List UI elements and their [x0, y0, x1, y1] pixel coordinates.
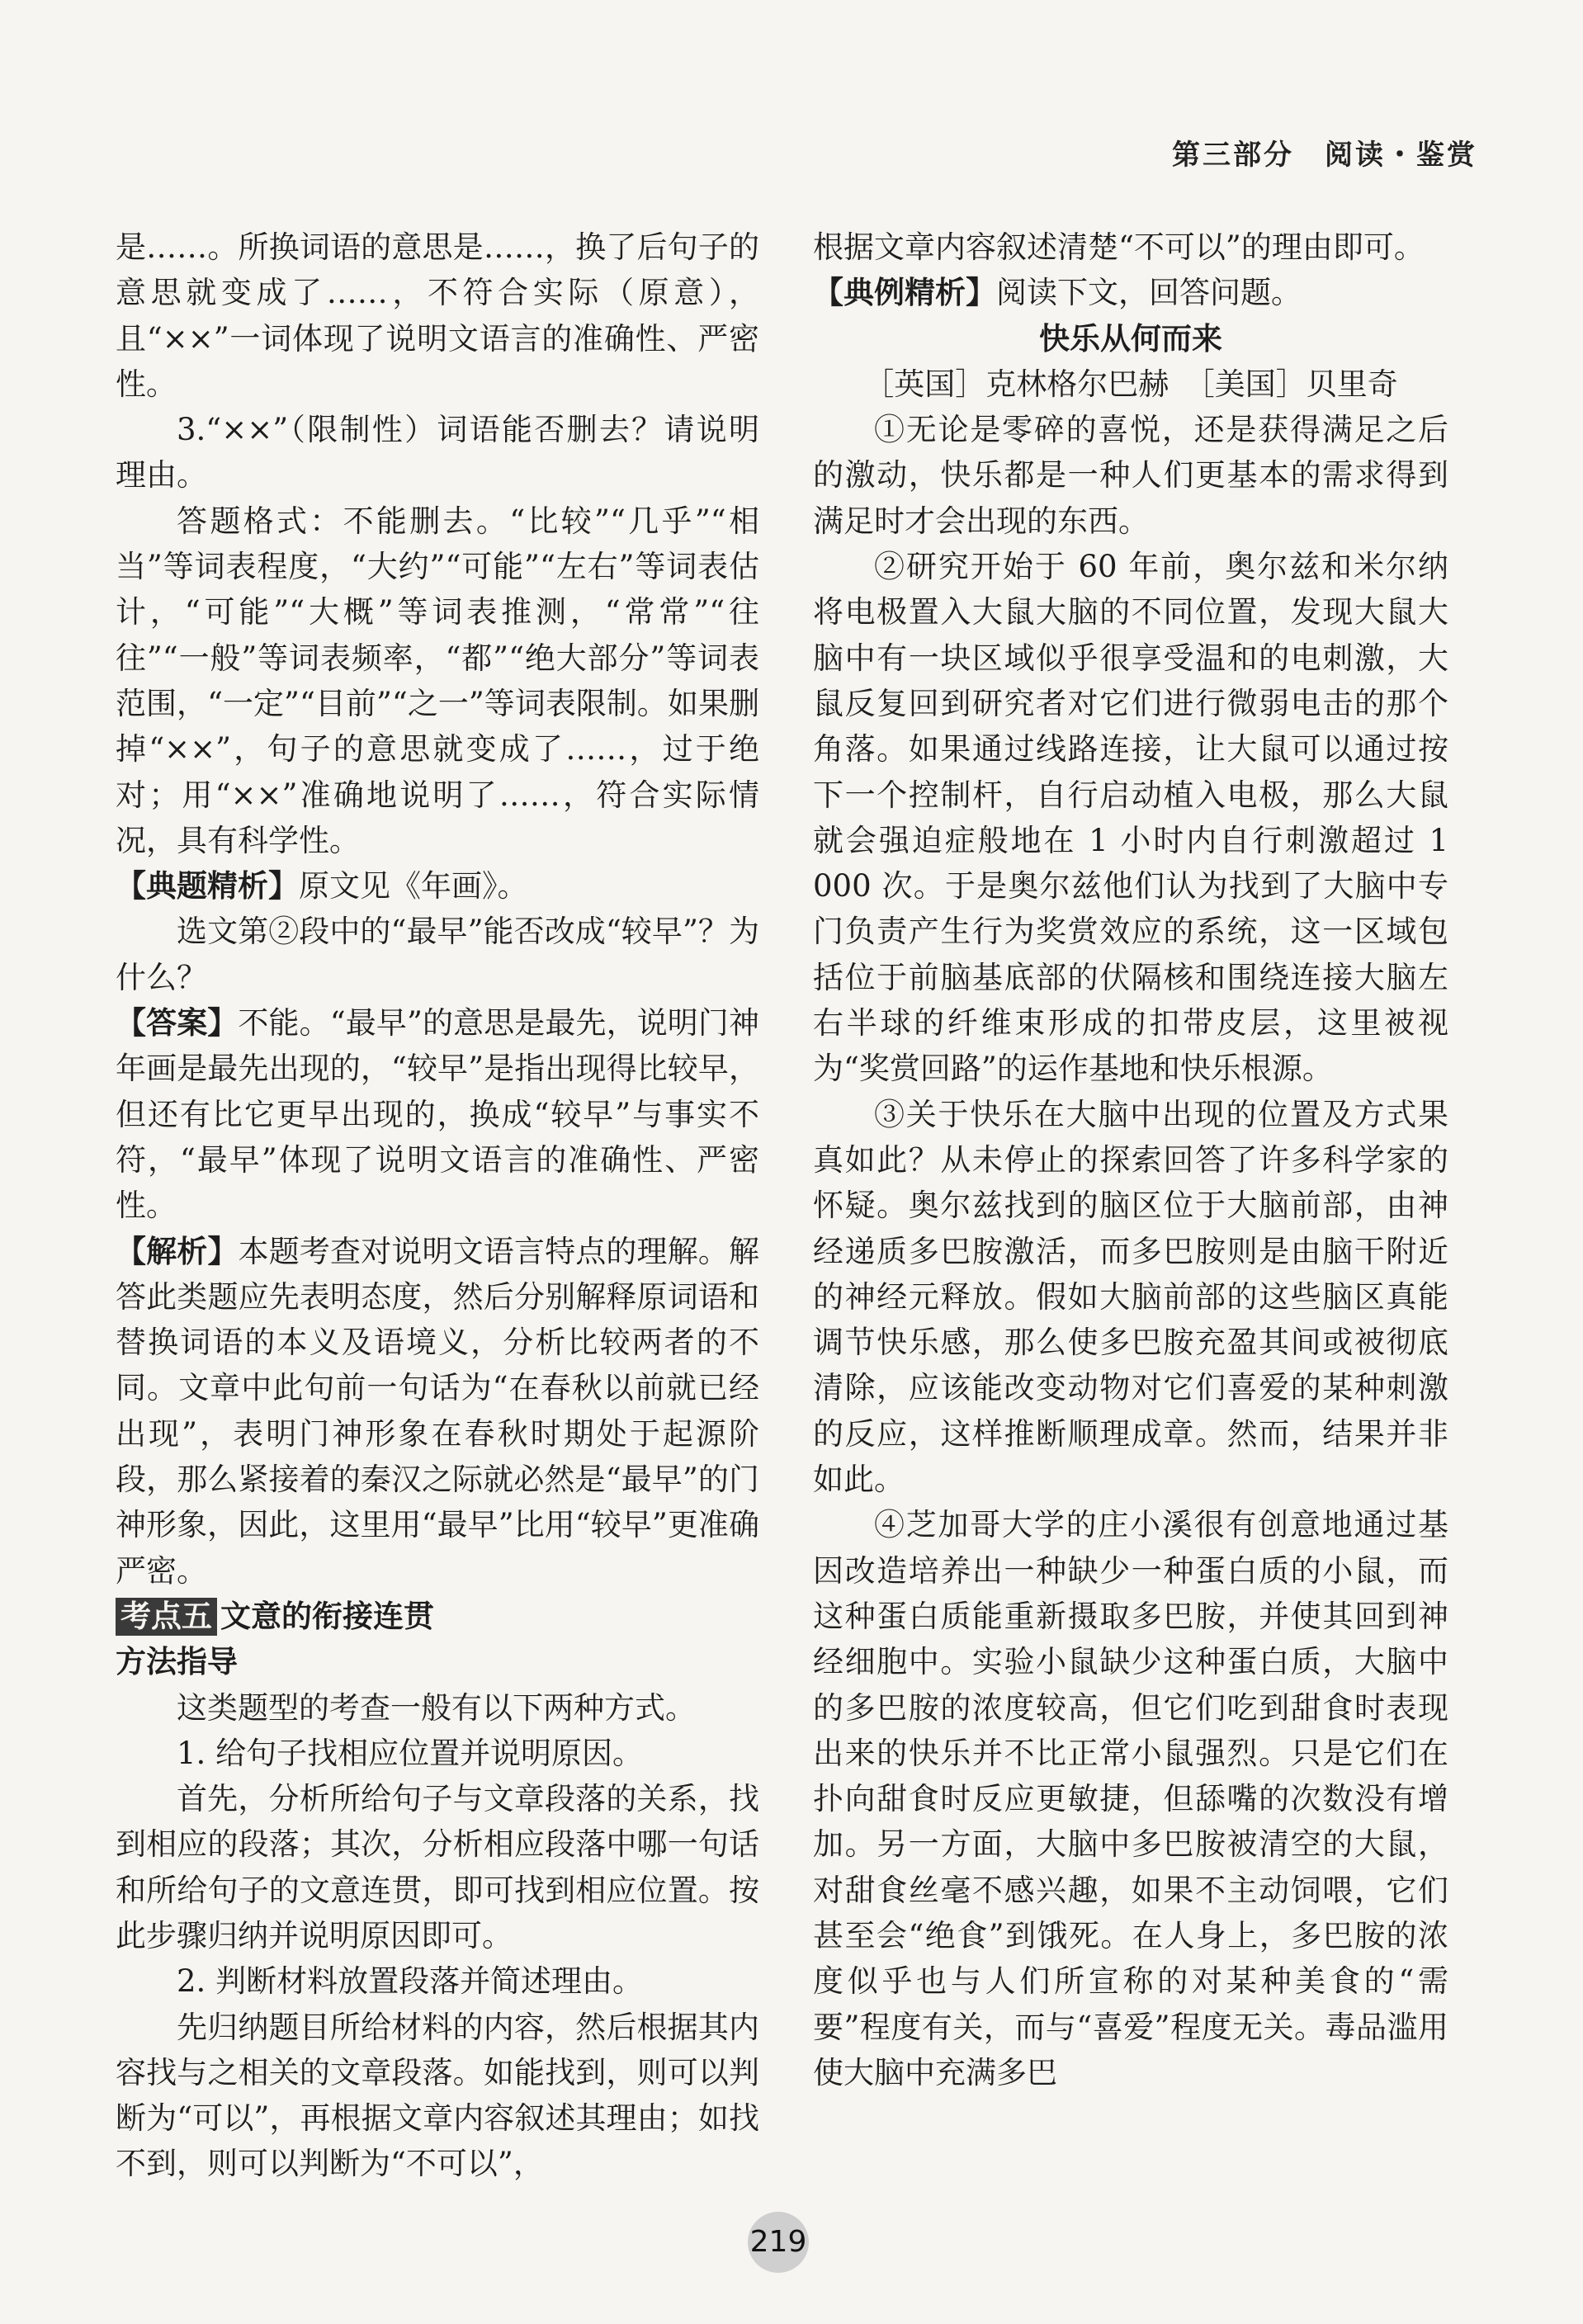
section-badge: 考点五: [116, 1598, 217, 1636]
article-paragraph: ③关于快乐在大脑中出现的位置及方式果真如此？从未停止的探索回答了许多科学家的怀疑。奥尔兹找到的脑区位于大脑前部，由神经递质多巴胺激活，而多巴胺则是由脑干附近的神经元释放。假如大脑前部的这些脑区真能调节快乐感，那么使多巴胺充盈其间或被彻底清除，应该能改变动物对它们喜爱的某种刺激的反应，这样推断顺理成章。然而，结果并非如此。: [813, 1096, 1448, 1498]
example-text: 阅读下文，回答问题。: [996, 275, 1302, 311]
example-tag: 【典例精析】: [813, 275, 996, 311]
question: 选文第②段中的“最早”能否改成“较早”？为什么？: [116, 914, 759, 995]
running-head: 第三部分 阅读・鉴赏: [1172, 139, 1477, 172]
article-paragraph: ④芝加哥大学的庄小溪很有创意地通过基因改造培养出一种缺少一种蛋白质的小鼠，而这种蛋白质能重新摄取多巴胺，并使其回到神经细胞中。实验小鼠缺少这种蛋白质，大脑中的多巴胺的浓度较高，但它们吃到甜食时表现出来的快乐并不比正常小鼠强烈。只是它们在扑向甜食时反应更敏捷，但舔嘴的次数没有增加。另一方面，大脑中多巴胺被清空的大鼠，对甜食丝毫不感兴趣，如果不主动饲喂，它们甚至会“绝食”到饿死。在人身上，多巴胺的浓度似乎也与人们所宣称的对某种美食的“需要”程度有关，而与“喜爱”程度无关。毒品滥用使大脑中充满多巴: [813, 1507, 1448, 2090]
paragraph: 这类题型的考查一般有以下两种方式。: [177, 1689, 696, 1726]
paragraph: 先归纳题目所给材料的内容，然后根据其内容找与之相关的文章段落。如能找到，则可以判断为“可以”，再根据文章内容叙述其理由；如找不到，则可以判断为“不可以”，: [116, 2009, 759, 2182]
right-column: [813, 224, 1448, 2095]
analysis: [116, 1229, 759, 1594]
section-heading: [116, 1594, 759, 1639]
article-title: 快乐从何而来: [1039, 320, 1222, 357]
example-text: 原文见《年画》。: [299, 868, 528, 905]
paragraph: 根据文章内容叙述清楚“不可以”的理由即可。: [813, 229, 1425, 265]
example-line: [813, 270, 1448, 315]
section-title: 文意的衔接连贯: [220, 1598, 434, 1634]
article-paragraph: ②研究开始于 60 年前，奥尔兹和米尔纳将电极置入大鼠大脑的不同位置，发现大鼠大脑中有一块区域似乎很享受温和的电刺激，大鼠反复回到研究者对它们进行微弱电击的那个角落。如果通过线路连接，让大鼠可以通过按下一个控制杆，自行启动植入电极，那么大鼠就会强迫症般地在 1 小时内自行刺激超过 1 000 次。于是奥尔兹他们认为找到了大脑中专门负责产生行为奖赏效应的系统，这一区域包括位于前脑基底部的伏隔核和围绕连接大脑左右半球的纤维束形成的扣带皮层，这里被视为“奖赏回路”的运作基地和快乐根源。: [813, 549, 1448, 1087]
article-paragraph: ①无论是零碎的喜悦，还是获得满足之后的激动，快乐都是一种人们更基本的需求得到满足时才会出现的东西。: [813, 412, 1448, 539]
question-heading: 3.“××”（限制性）词语能否删去？请说明理由。: [116, 412, 759, 494]
paragraph: 答题格式：不能删去。“比较”“几乎”“相当”等词表程度，“大约”“可能”“左右”等词表估计，“可能”“大概”等词表推测，“常常”“往往”“一般”等词表频率，“都”“绝大部分”等词表范围，“一定”“目前”“之一”等词表限制。如果删掉“××”，句子的意思就变成了……，过于绝对；用“××”准确地说明了……，符合实际情况，具有科学性。: [116, 503, 759, 858]
answer-tag: 【答案】: [116, 1005, 239, 1042]
example-line: [116, 863, 759, 909]
left-column: [116, 224, 759, 2187]
method-title: 方法指导: [116, 1644, 238, 1680]
answer-text: 不能。“最早”的意思是最先，说明门神年画是最先出现的，“较早”是指出现得比较早，但还有比它更早出现的，换成“较早”与事实不符，“最早”体现了说明文语言的准确性、严密性。: [116, 1005, 759, 1224]
example-tag: 【典题精析】: [116, 868, 299, 905]
list-item: 1. 给句子找相应位置并说明原因。: [177, 1735, 644, 1771]
article-authors: ［英国］克林格尔巴赫 ［美国］贝里奇: [863, 366, 1398, 402]
paragraph: 是……。所换词语的意思是……，换了后句子的意思就变成了……，不符合实际（原意），且“××”一词体现了说明文语言的准确性、严密性。: [116, 229, 759, 402]
analysis-text: 本题考查对说明文语言特点的理解。解答此类题应先表明态度，然后分别解释原词语和替换词语的本义及语境义，分析比较两者的不同。文章中此句前一句话为“在春秋以前就已经出现”，表明门神形象在春秋时期处于起源阶段，那么紧接着的秦汉之际就必然是“最早”的门神形象，因此，这里用“最早”比用“较早”更准确严密。: [116, 1233, 760, 1589]
answer: [116, 1000, 759, 1228]
page-number: 219: [748, 2212, 809, 2273]
list-item: 2. 判断材料放置段落并简述理由。: [177, 1963, 644, 2000]
paragraph: 首先，分析所给句子与文章段落的关系，找到相应的段落；其次，分析相应段落中哪一句话和所给句子的文意连贯，即可找到相应位置。按此步骤归纳并说明原因即可。: [116, 1781, 759, 1953]
analysis-tag: 【解析】: [116, 1233, 239, 1269]
